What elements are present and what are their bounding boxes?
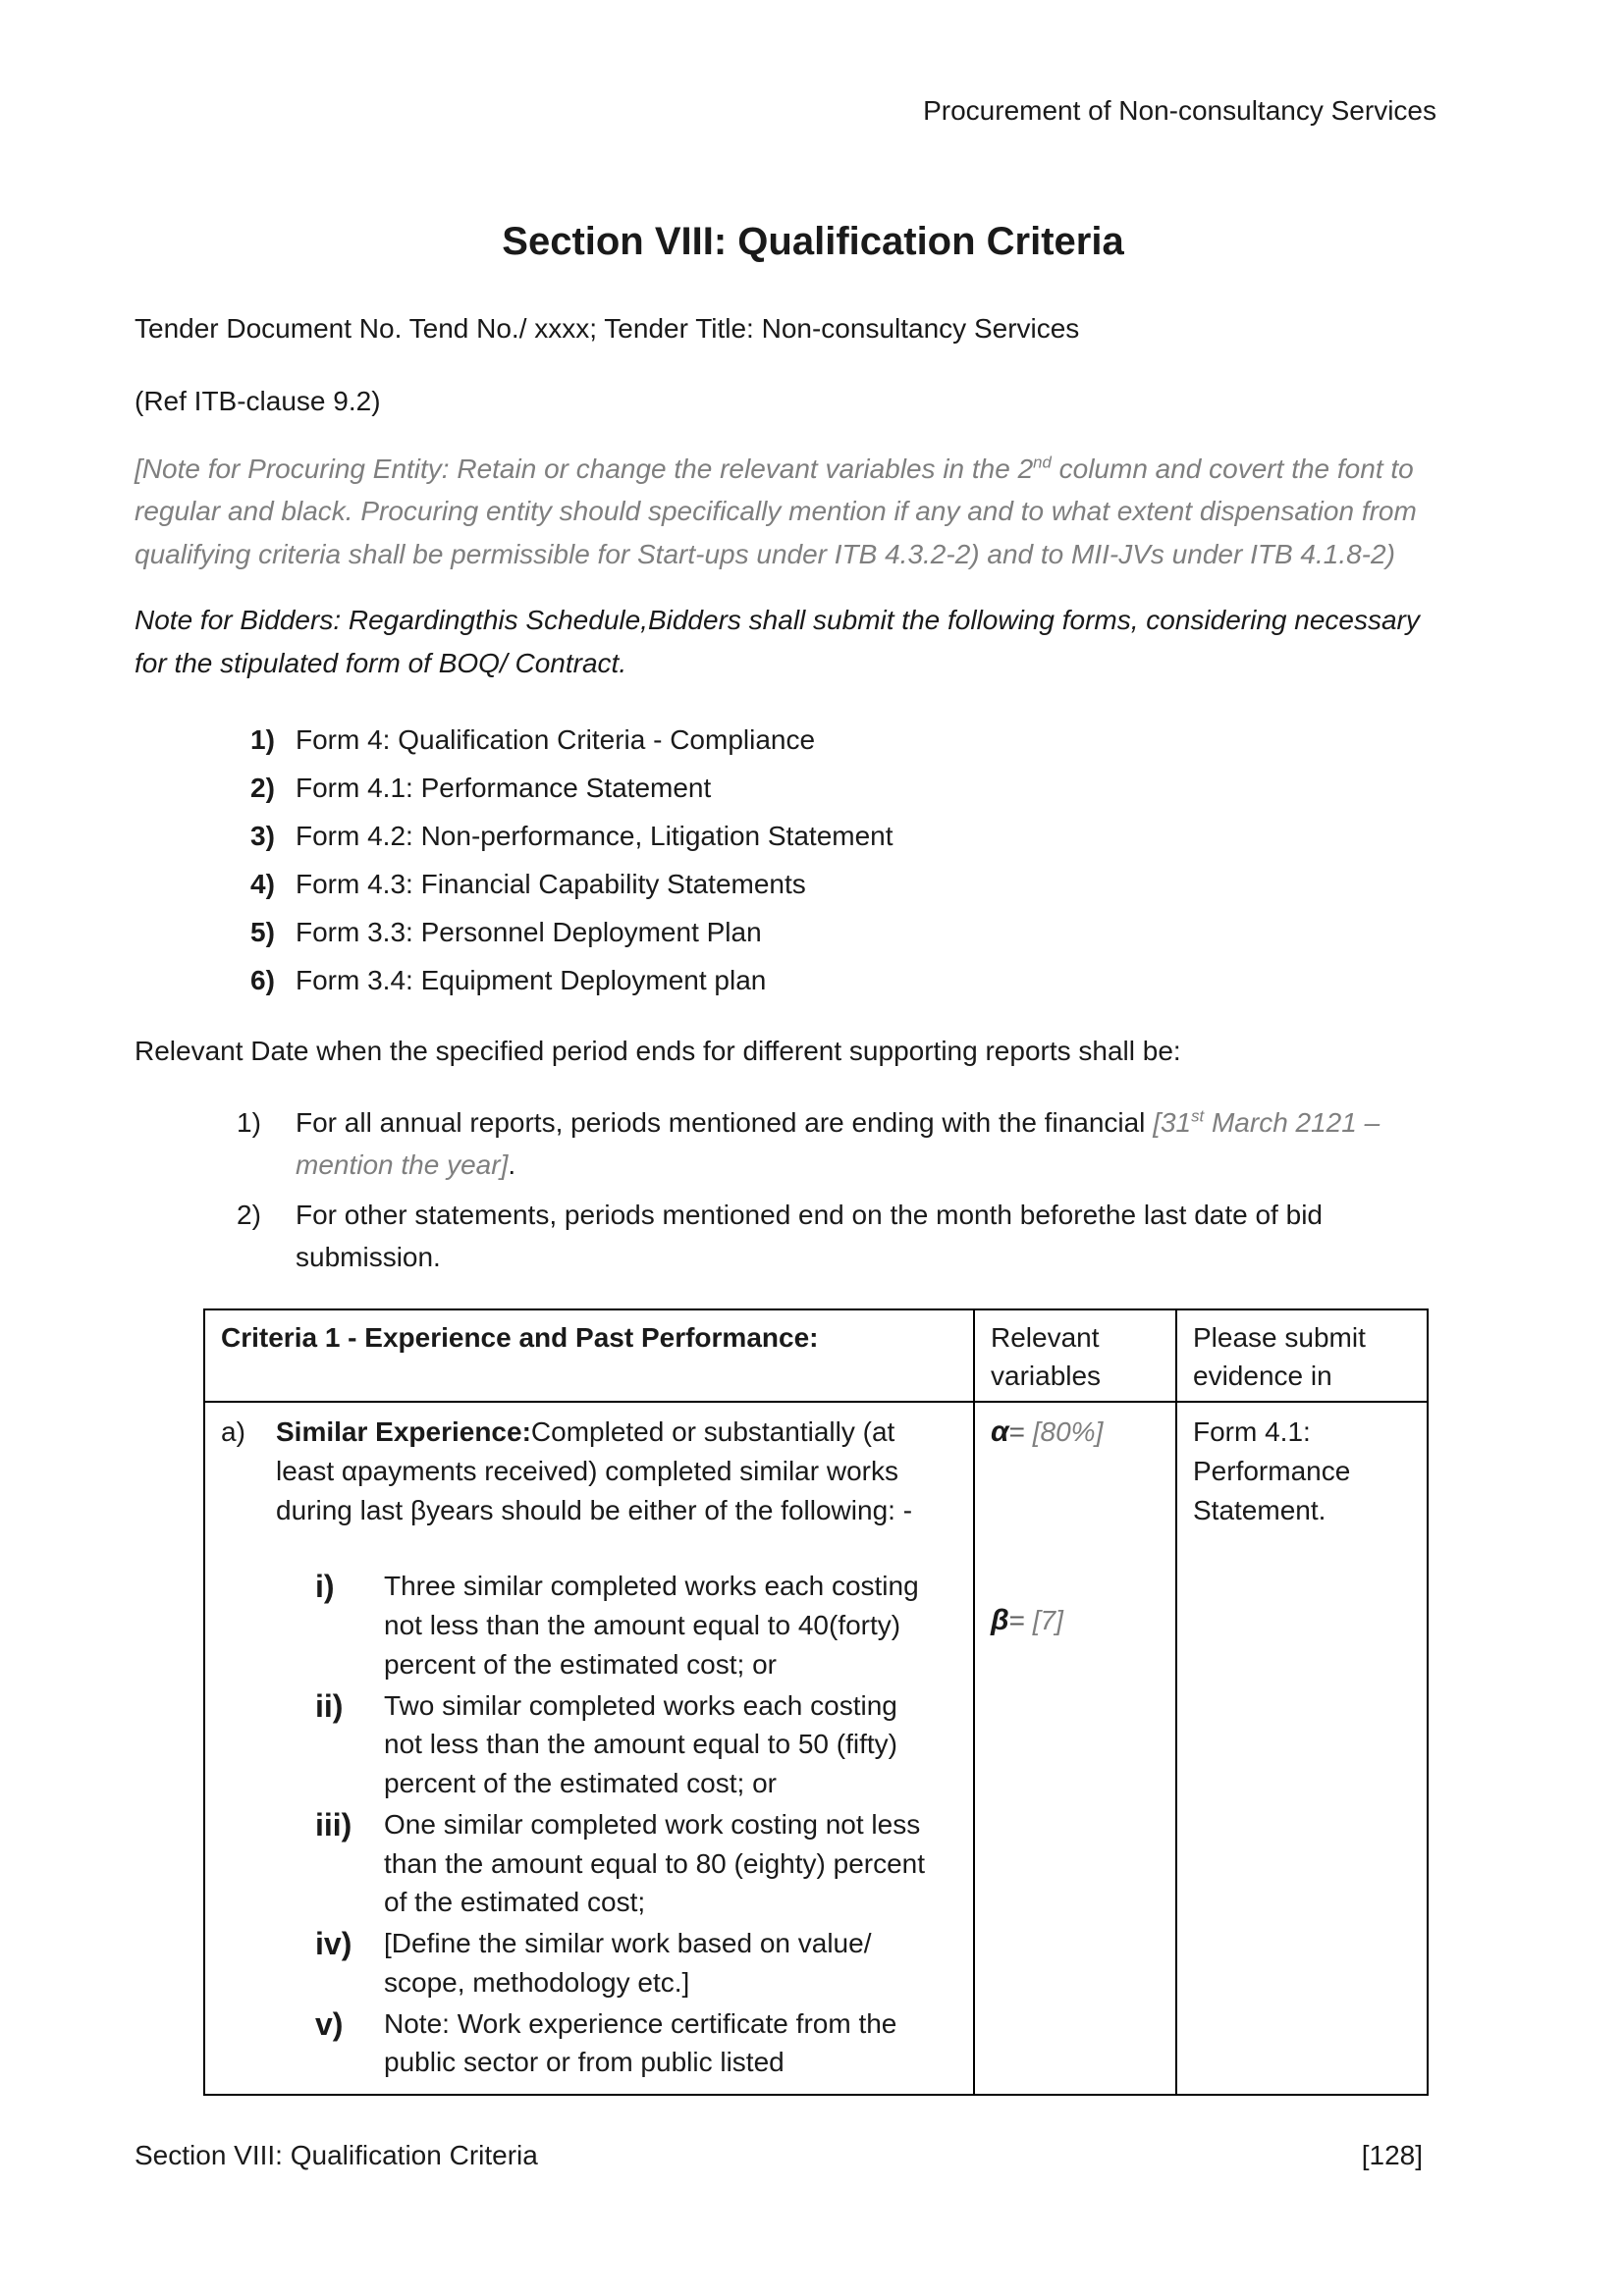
criteria-table-body-row	[204, 1402, 1428, 2095]
lead-rest: Completed or substantially (at least αpayments received) completed similar works during last βyears should be either of the following: -	[276, 1416, 913, 1525]
cell-evidence: Form 4.1: Performance Statement.	[1176, 1402, 1428, 2095]
bidders-note: Note for Bidders: Regardingthis Schedule,Bidders shall submit the following forms, considering necessary for the stipulated form of BOQ/ Contract.	[135, 605, 1420, 678]
similar-experience-lead	[276, 1413, 938, 1529]
list-number: 6)	[250, 964, 275, 995]
forms-list-item	[250, 960, 1428, 1001]
sublist-text: One similar completed work costing not less than the amount equal to 80 (eighty) percent of the estimated cost;	[384, 1808, 926, 1918]
forms-list-item	[250, 864, 1428, 905]
list-text: For other statements, periods mentioned end on the month beforethe last date of bid submission.	[296, 1199, 1323, 1273]
header-cell-criteria: Criteria 1 - Experience and Past Performance:	[204, 1309, 974, 1403]
variable-alpha	[991, 1413, 1162, 1452]
list-text: Form 4.2: Non-performance, Litigation Statement	[296, 820, 893, 851]
list-number: 5)	[250, 916, 275, 947]
item-a-body	[276, 1413, 938, 2084]
forms-list	[135, 720, 1491, 1001]
footer-section-label: Section VIII: Qualification Criteria	[135, 2140, 538, 2171]
running-header: Procurement of Non-consultancy Services	[923, 95, 1436, 126]
sublist-item	[315, 1805, 938, 1922]
item-a	[221, 1413, 938, 2084]
list-number: 3)	[250, 820, 275, 851]
procuring-note-part2: column and covert the font to regular and black. Procuring entity should specifically mention if any and to what extent dispensation from qualifying criteria shall be permissible for Start-ups under ITB 4.3.2-2) and to MII-JVs under ITB 4.1.8-2)	[135, 454, 1417, 569]
similar-experience-sublist	[315, 1567, 938, 2082]
relevant-date-list	[237, 1101, 1428, 1279]
equals-sign: =	[1008, 1416, 1033, 1448]
list-number: 2)	[237, 1199, 261, 1230]
criteria-table-header-row	[204, 1309, 1428, 1403]
beta-symbol: β	[991, 1604, 1009, 1637]
list-text: Form 3.4: Equipment Deployment plan	[296, 964, 767, 995]
relevant-date-item	[237, 1194, 1428, 1279]
variable-beta	[991, 1601, 1162, 1640]
list-text: Form 4.1: Performance Statement	[296, 772, 712, 803]
item-text-gray: [31	[1153, 1106, 1192, 1138]
roman-number: iv)	[315, 1926, 352, 1962]
alpha-value: [80%]	[1032, 1416, 1104, 1448]
roman-number: ii)	[315, 1687, 344, 1724]
roman-number: i)	[315, 1569, 335, 1605]
sublist-text: Three similar completed works each costing not less than the amount equal to 40(forty) percent of the estimated cost; or	[384, 1571, 919, 1680]
item-text-black: For all annual reports, periods mentioned are ending with the financial	[296, 1106, 1154, 1138]
item-text-gray: March 2121 – mention the year]	[296, 1106, 1380, 1181]
cell-relevant-variables	[974, 1402, 1176, 2095]
forms-list-item	[250, 720, 1428, 761]
list-text	[296, 1101, 1428, 1187]
forms-list-item	[250, 912, 1428, 953]
sublist-text: Two similar completed works each costing not less than the amount equal to 50 (fifty) percent of the estimated cost; or	[384, 1689, 897, 1799]
ordinal-superscript: nd	[1033, 453, 1052, 472]
footer-page-number: [128]	[1361, 2140, 1423, 2171]
sublist-item	[315, 1924, 938, 2002]
criteria-table	[203, 1308, 1429, 2097]
item-a-label: a)	[221, 1416, 245, 1448]
alpha-symbol: α	[991, 1415, 1009, 1449]
forms-list-item	[250, 768, 1428, 809]
sublist-text: Note: Work experience certificate from the public sector or from public listed	[384, 2007, 897, 2078]
list-text: Form 4.3: Financial Capability Statements	[296, 868, 806, 899]
item-text-end: .	[508, 1149, 516, 1181]
procuring-entity-note	[135, 448, 1491, 575]
lead-bold: Similar Experience:	[276, 1416, 531, 1448]
list-text: Form 3.3: Personnel Deployment Plan	[296, 916, 762, 947]
page-title: Section VIII: Qualification Criteria	[502, 220, 1124, 263]
roman-number: v)	[315, 2005, 344, 2042]
relevant-date-item	[237, 1101, 1428, 1187]
list-number: 2)	[250, 772, 275, 803]
header-cell-relevant-variables: Relevant variables	[974, 1309, 1176, 1403]
forms-list-item	[250, 816, 1428, 857]
sublist-text: [Define the similar work based on value/ scope, methodology etc.]	[384, 1928, 872, 1998]
list-number: 1)	[250, 723, 275, 755]
equals-sign: =	[1008, 1605, 1033, 1636]
page-footer	[135, 2135, 1491, 2176]
sublist-item	[315, 1686, 938, 1803]
list-number: 4)	[250, 868, 275, 899]
relevant-date-intro: Relevant Date when the specified period ends for different supporting reports shall be:	[135, 1035, 1181, 1066]
sublist-item	[315, 2004, 938, 2083]
sublist-item	[315, 1567, 938, 1683]
beta-value: [7]	[1032, 1605, 1063, 1636]
procuring-note-part1: [Note for Procuring Entity: Retain or change the relevant variables in the 2	[135, 454, 1034, 484]
header-cell-evidence: Please submit evidence in	[1176, 1309, 1428, 1403]
itb-reference-line: (Ref ITB-clause 9.2)	[135, 386, 381, 416]
list-text: Form 4: Qualification Criteria - Compliance	[296, 723, 816, 755]
list-number: 1)	[237, 1106, 261, 1138]
roman-number: iii)	[315, 1806, 352, 1842]
ordinal-superscript: st	[1191, 1106, 1205, 1126]
cell-similar-experience	[204, 1402, 974, 2095]
tender-document-line: Tender Document No. Tend No./ xxxx; Tender Title: Non-consultancy Services	[135, 313, 1080, 344]
